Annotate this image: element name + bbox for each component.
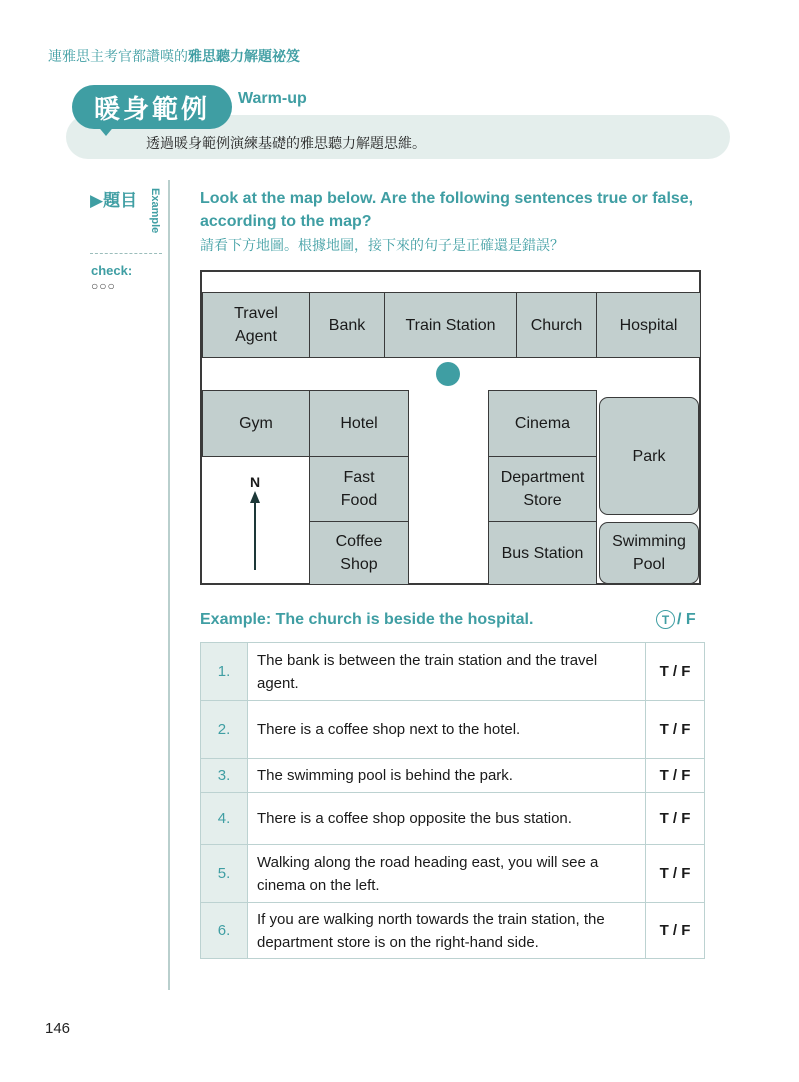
map-swimming-pool: Swimming Pool (599, 522, 699, 584)
statement-text: The swimming pool is behind the park. (248, 759, 646, 793)
statement-text: The bank is between the train station and the travel agent. (248, 643, 646, 701)
location-marker (436, 362, 460, 386)
table-row (201, 903, 705, 959)
banner-description: 透過暖身範例演練基礎的雅思聽力解題思維。 (146, 135, 426, 151)
statements-table (200, 642, 705, 959)
true-false-choice[interactable]: T / F (646, 643, 705, 701)
map-bank: Bank (309, 292, 385, 358)
statement-text: If you are walking north towards the train station, the department store is on the right-hand side. (248, 903, 646, 959)
map-bus-station: Bus Station (488, 521, 597, 585)
example-answer-rest: / F (677, 610, 696, 628)
question-label: ▶題目 (90, 191, 138, 210)
instruction-chinese: 請看下方地圖。根據地圖，接下來的句子是正確還是錯誤？ (200, 237, 564, 253)
statement-text: There is a coffee shop next to the hotel. (248, 701, 646, 759)
header-bold: 雅思聽力解題祕笈 (188, 48, 300, 64)
true-false-choice[interactable]: T / F (646, 701, 705, 759)
table-row (201, 845, 705, 903)
statement-number: 2. (201, 701, 248, 759)
statement-text: Walking along the road heading east, you will see a cinema on the left. (248, 845, 646, 903)
map-hotel: Hotel (309, 390, 409, 457)
map-travel-agent: Travel Agent (202, 292, 310, 358)
dashed-divider (90, 253, 162, 254)
statement-number: 4. (201, 793, 248, 845)
map-cinema: Cinema (488, 390, 597, 457)
statement-number: 5. (201, 845, 248, 903)
statement-number: 3. (201, 759, 248, 793)
map-gym: Gym (202, 390, 310, 457)
map-department-store: Department Store (488, 456, 597, 522)
map-fast-food: Fast Food (309, 456, 409, 522)
example-vertical-label: Example (149, 188, 161, 234)
table-row (201, 643, 705, 701)
map-church: Church (516, 292, 597, 358)
example-answer (656, 610, 696, 629)
check-circles[interactable]: ○○○ (91, 279, 116, 293)
true-false-choice[interactable]: T / F (646, 759, 705, 793)
true-false-choice[interactable]: T / F (646, 793, 705, 845)
running-header (48, 46, 300, 66)
map-train-station: Train Station (384, 292, 517, 358)
true-false-choice[interactable]: T / F (646, 845, 705, 903)
town-map (200, 270, 701, 585)
check-label: check: (91, 263, 133, 278)
example-sentence: Example: The church is beside the hospital. (200, 611, 534, 628)
banner-title: 暖身範例 (72, 85, 232, 129)
true-false-choice[interactable]: T / F (646, 903, 705, 959)
map-hospital: Hospital (596, 292, 701, 358)
margin-rule (168, 180, 170, 990)
table-row (201, 759, 705, 793)
map-park: Park (599, 397, 699, 515)
statement-number: 6. (201, 903, 248, 959)
north-arrow-shaft (254, 500, 256, 570)
table-row (201, 793, 705, 845)
header-plain: 連雅思主考官都讚嘆的 (48, 48, 188, 64)
instruction-english: Look at the map below. Are the following sentences true or false, according to the map? (200, 190, 694, 230)
compass-north-label: N (250, 474, 261, 490)
page-number: 146 (45, 1020, 71, 1037)
statement-text: There is a coffee shop opposite the bus station. (248, 793, 646, 845)
banner-subtitle: Warm-up (238, 90, 307, 107)
circled-answer: T (656, 610, 675, 629)
statement-number: 1. (201, 643, 248, 701)
table-row (201, 701, 705, 759)
map-coffee-shop: Coffee Shop (309, 521, 409, 585)
